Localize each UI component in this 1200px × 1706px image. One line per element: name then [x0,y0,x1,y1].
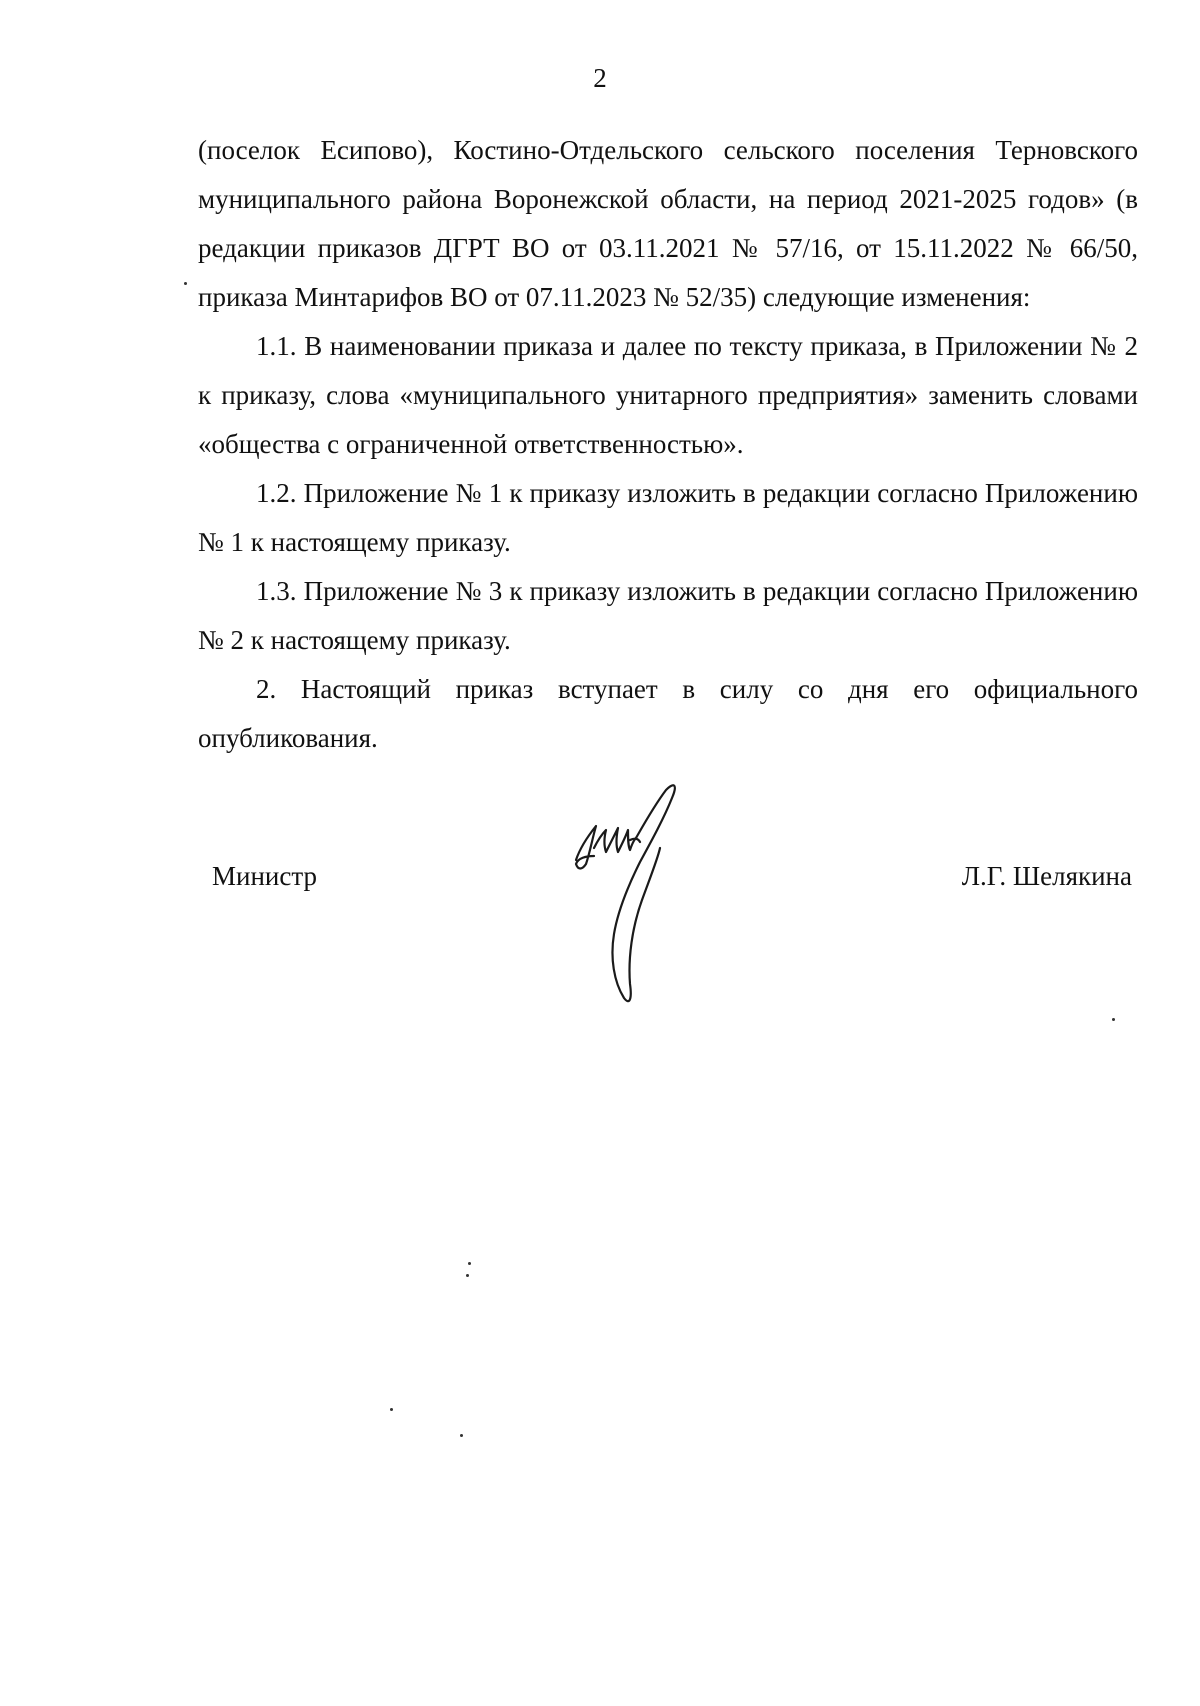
scan-speck [390,1408,393,1411]
document-body [198,126,1138,763]
scan-speck [460,1434,463,1437]
paragraph-item-2: 2. Настоящий приказ вступает в силу со дня его официального опубликования. [198,674,1138,753]
signatory-title: Министр [212,861,317,891]
signatory-name: Л.Г. Шелякина [961,861,1132,891]
scan-speck [184,282,187,285]
paragraph-item-1-2: 1.2. Приложение № 1 к приказу изложить в редакции согласно Приложению № 1 к настоящему приказу. [198,478,1138,557]
scan-speck [466,1274,469,1277]
paragraph-intro: (поселок Есипово), Костино-Отдельского сельского поселения Терновского муниципального района Воронежской области, на период 2021-2025 годов» (в редакции приказов ДГРТ ВО от 03.11.2021 № 57/16, от 15.11.2022 № 66/50, приказа Минтарифов ВО от 07.11.2023 № 52/35) следующие изменения: [198,135,1138,312]
handwritten-signature [570,778,730,1008]
scan-speck [1112,1018,1115,1021]
paragraph-item-1-3: 1.3. Приложение № 3 к приказу изложить в редакции согласно Приложению № 2 к настоящему приказу. [198,576,1138,655]
page-number: 2 [593,63,607,93]
paragraph-item-1-1: 1.1. В наименовании приказа и далее по тексту приказа, в Приложении № 2 к приказу, слова «муниципального унитарного предприятия» заменить словами «общества с ограниченной ответственностью». [198,331,1138,459]
scan-speck [468,1262,471,1265]
